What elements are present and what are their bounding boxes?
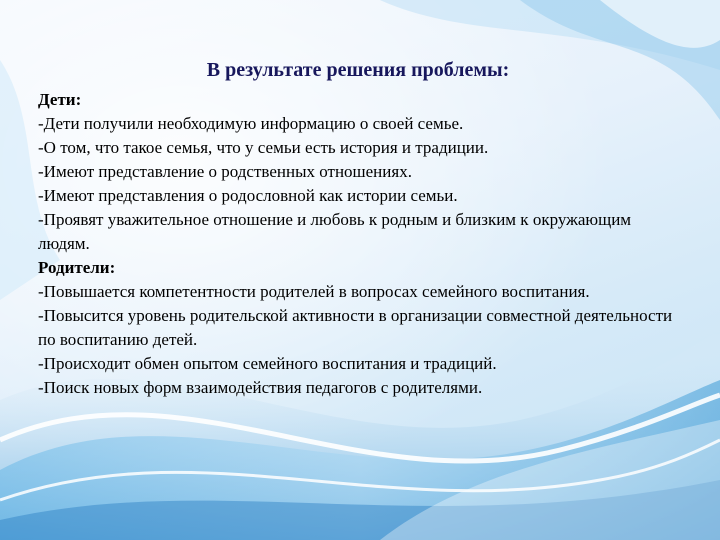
list-item: -О том, что такое семья, что у семьи есть история и традиции. bbox=[38, 138, 489, 157]
list-item: -Повышается компетентности родителей в вопросах семейного воспитания. bbox=[38, 282, 590, 301]
slide-title: В результате решения проблемы: bbox=[206, 59, 510, 81]
list-item: -Имеют представление о родственных отношениях. bbox=[38, 162, 412, 181]
list-item: -Имеют представления о родословной как истории семьи. bbox=[38, 186, 458, 205]
slide-content bbox=[38, 58, 678, 400]
list-item: -Поиск новых форм взаимодействия педагогов с родителями. bbox=[38, 378, 483, 397]
list-item: -Проявят уважительное отношение и любовь к родным и близким к окружающим людям. bbox=[38, 210, 632, 253]
list-item: -Происходит обмен опытом семейного воспитания и традиций. bbox=[38, 354, 497, 373]
section-heading-children: Дети: bbox=[38, 90, 82, 109]
list-item: -Повысится уровень родительской активности в организации совместной деятельности по воспитанию детей. bbox=[38, 306, 673, 349]
section-heading-parents: Родители: bbox=[38, 258, 116, 277]
list-item: -Дети получили необходимую информацию о своей семье. bbox=[38, 114, 464, 133]
